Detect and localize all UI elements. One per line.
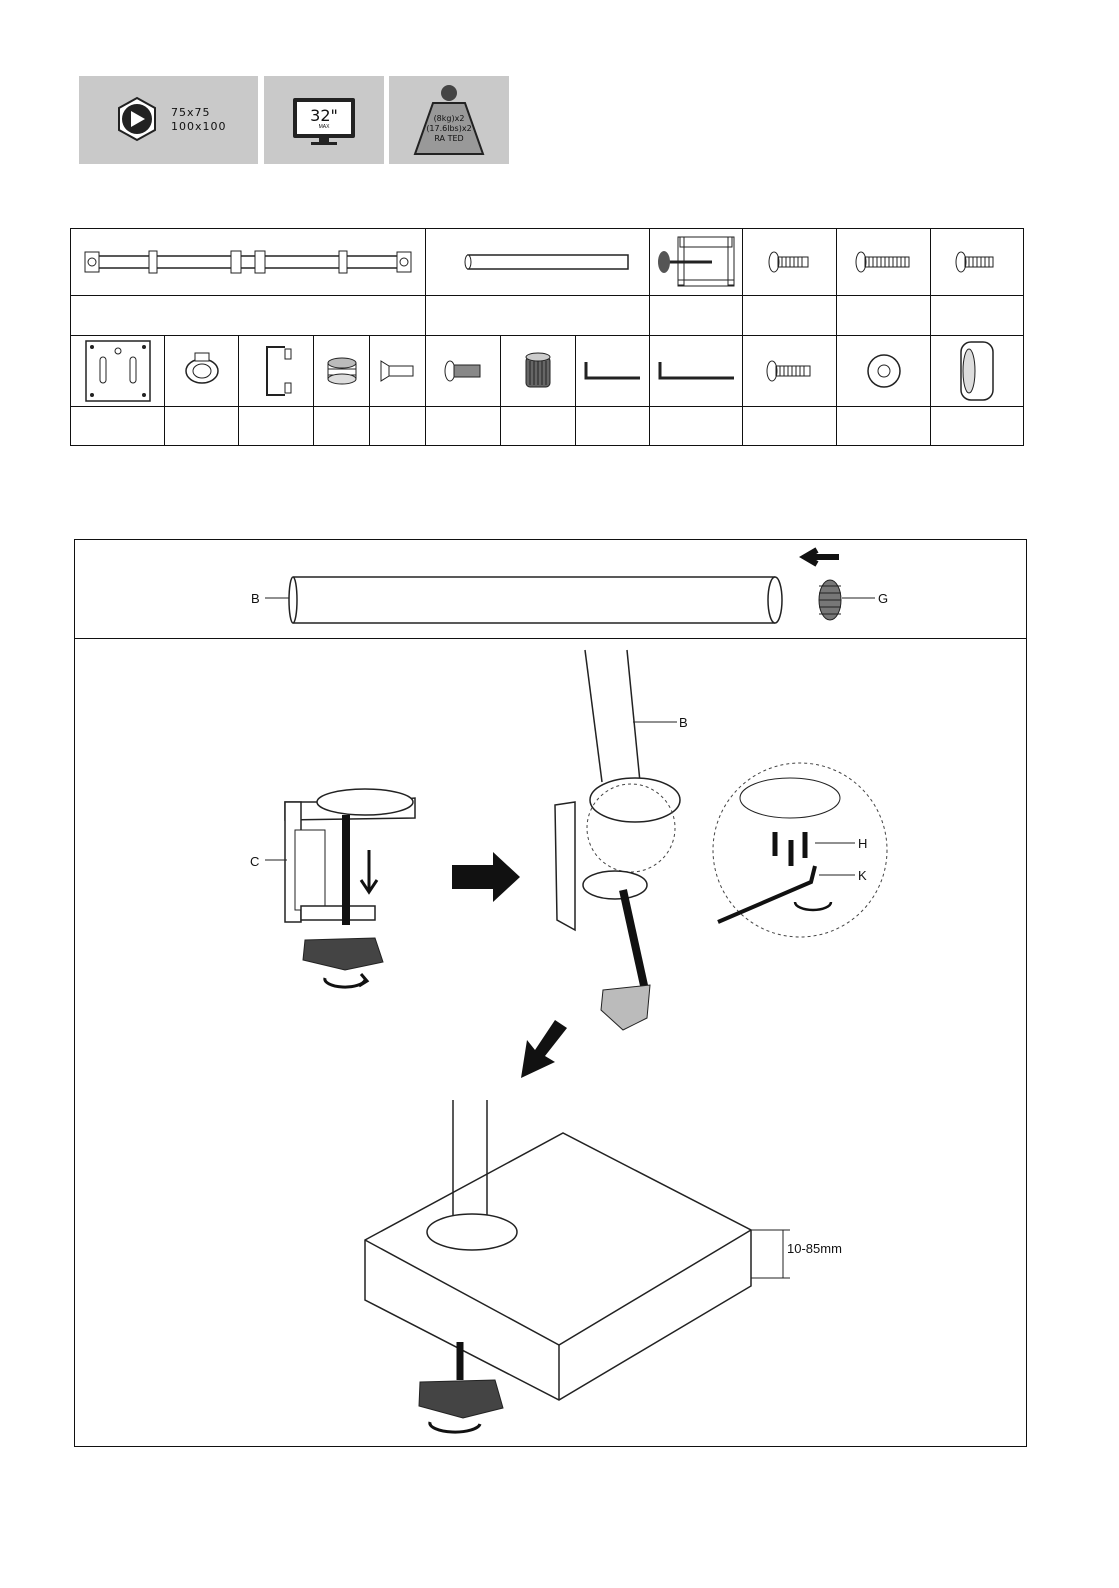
part-pole-tube — [426, 229, 650, 296]
parts-table — [70, 228, 1024, 446]
part-pole-collar — [165, 336, 239, 407]
part-hex-key-small — [576, 336, 650, 407]
vesa-icon — [79, 76, 258, 164]
part-qty-cell — [314, 407, 370, 446]
pole-cap-illustration — [251, 550, 888, 623]
part-qty-cell — [650, 407, 743, 446]
vesa-size-100: 100x100 — [171, 120, 227, 133]
label-pole-b2: B — [679, 715, 688, 730]
countersunk-screw-icon — [375, 356, 421, 386]
desk-clamp-icon — [652, 232, 740, 292]
end-cap-icon — [322, 351, 362, 391]
weight-lbs: (17.6lbs)x2 — [426, 124, 472, 133]
down-arrow-icon — [361, 850, 377, 892]
part-desk-clamp — [650, 229, 743, 296]
screw-m5-icon — [760, 247, 820, 277]
part-spacer — [931, 336, 1024, 407]
part-qty-cell — [426, 407, 501, 446]
screen-size-max: MAX — [318, 124, 330, 130]
weight-badge — [389, 76, 509, 164]
hex-key-large-icon — [654, 356, 738, 386]
part-qty-cell — [239, 407, 314, 446]
part-crossbar-arm — [71, 229, 426, 296]
weight-capacity — [389, 114, 509, 144]
zoom-inset — [713, 763, 887, 937]
part-end-cap — [314, 336, 370, 407]
desk-mount-illustration — [365, 1100, 842, 1432]
vesa-badge — [79, 76, 258, 164]
part-qty-cell — [837, 296, 931, 336]
weight-kg: (8kg)x2 — [433, 114, 465, 123]
label-cap-g: G — [878, 591, 889, 606]
part-screw-long — [837, 229, 931, 296]
c-bracket-icon — [251, 341, 301, 401]
spacer-icon — [955, 338, 999, 404]
part-bolt — [426, 336, 501, 407]
rotate-arrow-icon — [430, 1422, 480, 1432]
part-screw-m4 — [743, 336, 837, 407]
label-thickness: 10-85mm — [787, 1241, 842, 1256]
part-washer — [837, 336, 931, 407]
part-qty-cell — [931, 407, 1024, 446]
part-qty-cell — [743, 296, 837, 336]
part-qty-cell — [931, 296, 1024, 336]
rotate-arrow-icon — [325, 974, 367, 987]
part-c-bracket — [239, 336, 314, 407]
pole-tube-icon — [438, 247, 638, 277]
part-qty-cell — [650, 296, 743, 336]
washer-icon — [862, 349, 906, 393]
assembly-step — [74, 539, 1027, 1447]
assembly-diagram — [75, 540, 1028, 1448]
screw-m4-icon — [760, 356, 820, 386]
part-screw-short — [931, 229, 1024, 296]
screw-short-icon — [947, 247, 1007, 277]
weight-rated: RA TED — [434, 134, 464, 143]
part-qty-cell — [71, 407, 165, 446]
vesa-size-75: 75x75 — [171, 106, 211, 119]
part-qty-cell — [165, 407, 239, 446]
knurled-knob-icon — [518, 349, 558, 393]
part-qty-cell — [743, 407, 837, 446]
crossbar-arm-icon — [83, 237, 413, 287]
part-countersunk-screw — [370, 336, 426, 407]
next-step-arrow-icon — [452, 852, 520, 902]
part-knurled-knob — [501, 336, 576, 407]
pole-collar-icon — [177, 349, 227, 393]
bolt-icon — [438, 356, 488, 386]
screw-long-icon — [849, 247, 919, 277]
screen-size-badge — [264, 76, 384, 164]
screen-size-value: 32" — [310, 106, 338, 125]
label-hex-key-k: K — [858, 868, 867, 883]
part-hex-key-large — [650, 336, 743, 407]
part-vesa-plate — [71, 336, 165, 407]
part-qty-cell — [71, 296, 426, 336]
pole-clamp-illustration — [555, 650, 688, 1030]
part-qty-cell — [370, 407, 426, 446]
part-qty-cell — [837, 407, 931, 446]
insert-arrow-icon — [805, 550, 839, 564]
part-qty-cell — [576, 407, 650, 446]
part-qty-cell — [426, 296, 650, 336]
hex-key-small-icon — [580, 356, 646, 386]
part-qty-cell — [501, 407, 576, 446]
label-pole-b: B — [251, 591, 260, 606]
clamp-illustration — [250, 789, 415, 987]
vesa-sizes — [171, 106, 227, 134]
label-screws-h: H — [858, 836, 868, 851]
part-screw-m5 — [743, 229, 837, 296]
vesa-plate-icon — [82, 337, 154, 405]
down-left-arrow-icon — [521, 1020, 567, 1078]
label-clamp-c: C — [250, 854, 260, 869]
